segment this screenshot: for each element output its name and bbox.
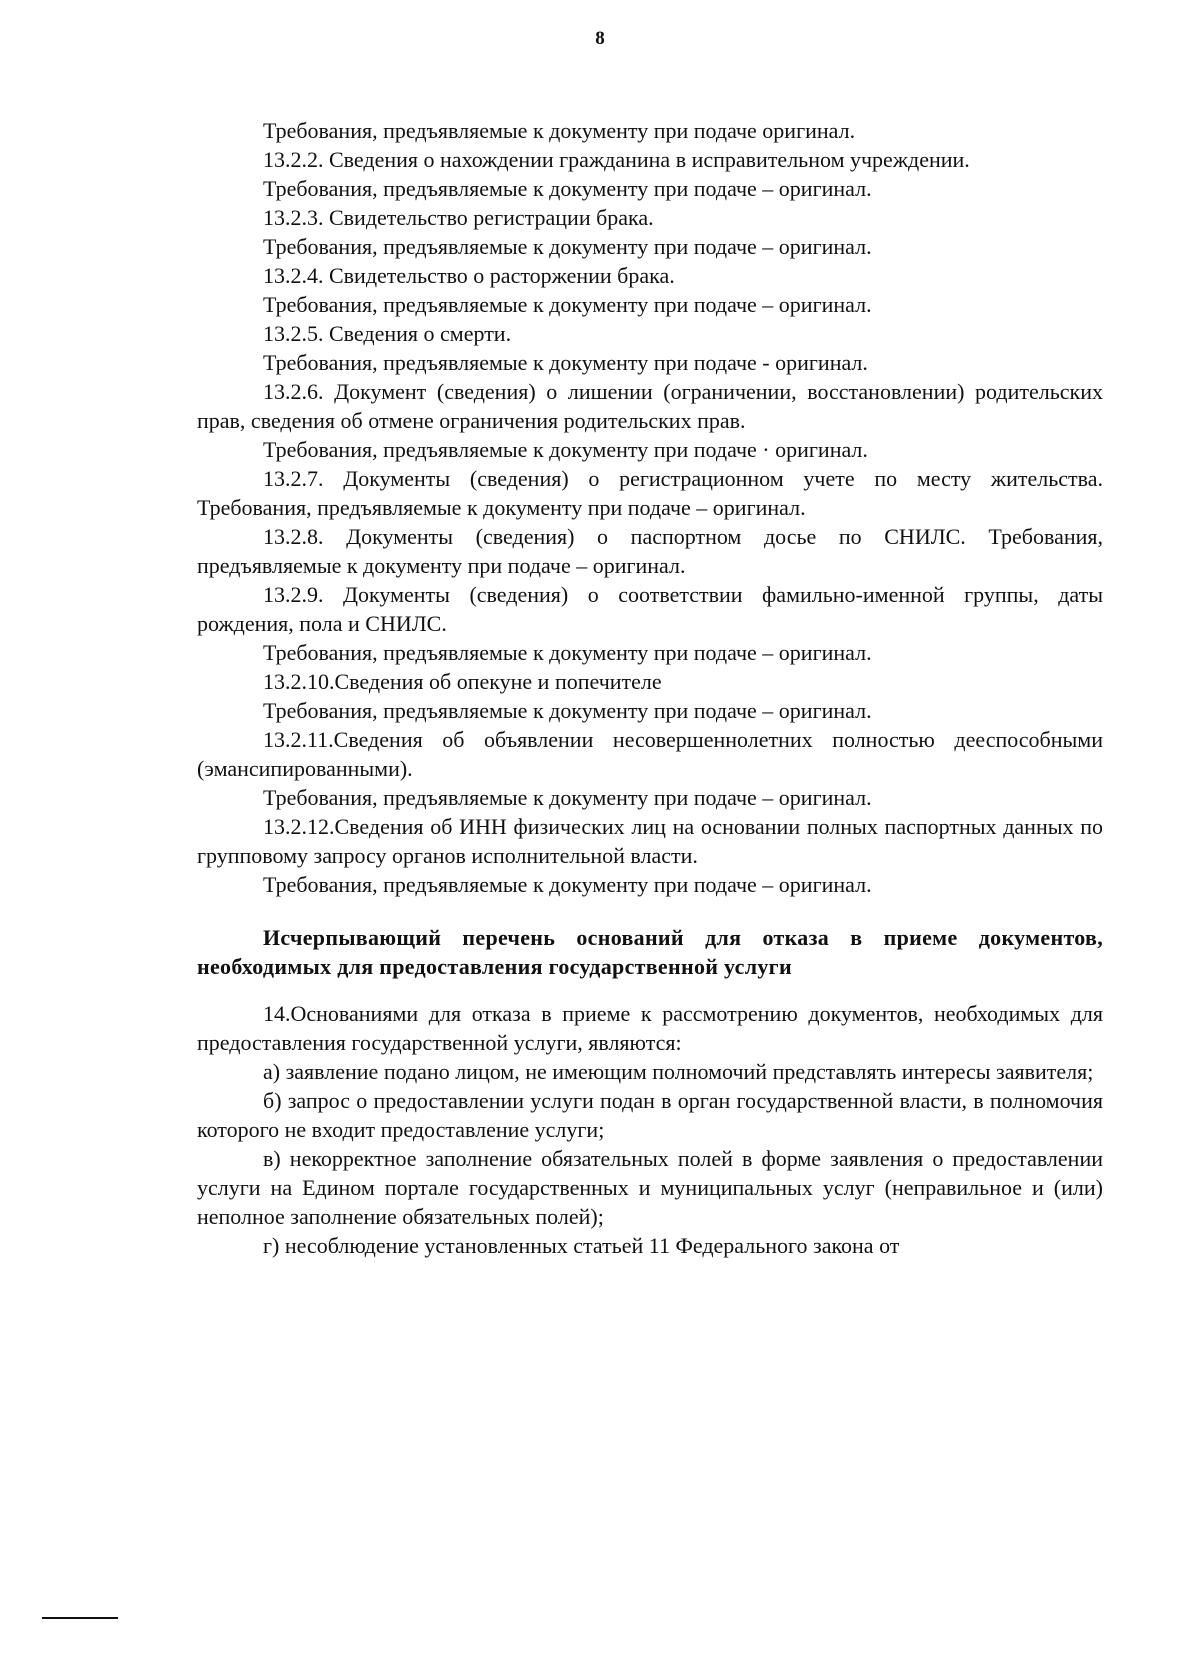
paragraph-5: Требования, предъявляемые к документу при подаче – оригинал. [263,234,872,259]
paragraph-15: Требования, предъявляемые к документу при подаче – оригинал. [263,640,872,665]
paragraph-2: 13.2.2. Сведения о нахождении гражданина в исправительном учреждении. [263,147,970,172]
refusal-paragraph-1: 14.Основаниями для отказа в приеме к рассмотрению документов, необходимых для предоставления государственной услуги, являются: [197,1001,1103,1055]
paragraph-7: Требования, предъявляемые к документу при подаче – оригинал. [263,292,872,317]
page-number: 8 [595,28,605,49]
paragraph-14: 13.2.9. Документы (сведения) о соответствии фамильно-именной группы, даты рождения, пола и СНИЛС. [197,582,1103,636]
paragraph-17: Требования, предъявляемые к документу при подаче – оригинал. [263,698,872,723]
paragraph-20: 13.2.12.Сведения об ИНН физических лиц на основании полных паспортных данных по групповому запросу органов исполнительной власти. [197,814,1103,868]
document-body [197,116,1103,1260]
paragraph-18: 13.2.11.Сведения об объявлении несовершеннолетних полностью дееспособными (эмансипированными). [197,727,1103,781]
paragraph-12: 13.2.7. Документы (сведения) о регистрационном учете по месту жительства. Требования, предъявляемые к документу при подаче – оригинал. [197,466,1103,520]
paragraph-10: 13.2.6. Документ (сведения) о лишении (ограничении, восстановлении) родительских прав, сведения об отмене ограничения родительских прав. [197,379,1103,433]
paragraph-6: 13.2.4. Свидетельство о расторжении брака. [263,263,675,288]
refusal-paragraph-2: а) заявление подано лицом, не имеющим полномочий представлять интересы заявителя; [263,1059,1094,1084]
refusal-paragraph-5: г) несоблюдение установленных статьей 11 Федерального закона от [263,1233,900,1258]
paragraph-13: 13.2.8. Документы (сведения) о паспортном досье по СНИЛС. Требования, предъявляемые к документу при подаче – оригинал. [197,524,1103,578]
footer-rule [42,1617,118,1619]
paragraph-8: 13.2.5. Сведения о смерти. [263,321,512,346]
refusal-paragraph-4: в) некорректное заполнение обязательных полей в форме заявления о предоставлении услуги на Едином портале государственных и муниципальных услуг (неправильное и (или) неполное заполнение обязательных полей); [197,1146,1103,1229]
requirements-section [197,116,1103,899]
paragraph-4: 13.2.3. Свидетельство регистрации брака. [263,205,654,230]
paragraph-11: Требования, предъявляемые к документу при подаче · оригинал. [263,437,868,462]
paragraph-3: Требования, предъявляемые к документу при подаче – оригинал. [263,176,872,201]
refusal-paragraph-3: б) запрос о предоставлении услуги подан в орган государственной власти, в полномочия которого не входит предоставление услуги; [197,1088,1103,1142]
paragraph-19: Требования, предъявляемые к документу при подаче – оригинал. [263,785,872,810]
section-heading: Исчерпывающий перечень оснований для отказа в приеме документов, необходимых для предоставления государственной услуги [197,925,1103,979]
refusal-grounds-section [197,999,1103,1260]
paragraph-9: Требования, предъявляемые к документу при подаче - оригинал. [263,350,868,375]
paragraph-16: 13.2.10.Сведения об опекуне и попечителе [263,669,662,694]
paragraph-1: Требования, предъявляемые к документу при подаче оригинал. [263,118,856,143]
paragraph-21: Требования, предъявляемые к документу при подаче – оригинал. [263,872,872,897]
